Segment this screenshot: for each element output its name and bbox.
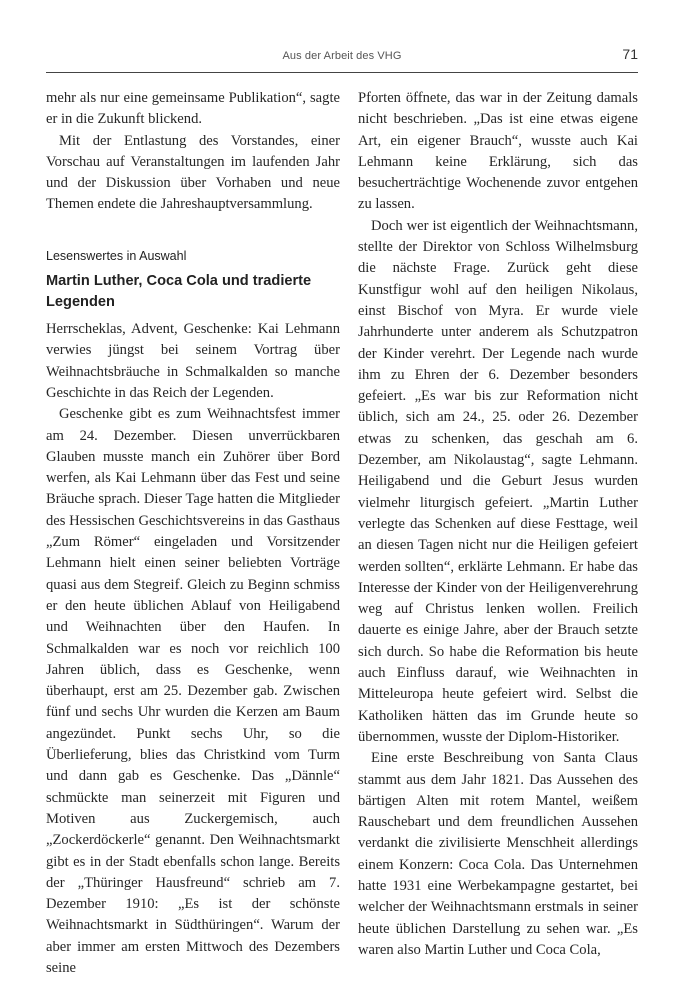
paragraph: Herrscheklas, Advent, Geschenke: Kai Lehmann verwies jüngst bei seinem Vortrag über Weihnachtsbräuche in Schmalkalden so manche Geschichte in das Reich der Legenden. bbox=[46, 321, 340, 401]
paragraph: Eine erste Beschreibung von Santa Claus stammt aus dem Jahr 1821. Das Aussehen des bärtigen Alten mit rotem Mantel, weißem Rauschebart und dem freundlichen Aussehen verdankt die zivilisierte Menschheit allerdings einem Konzern: Coca Cola. Das Unternehmen hatte 1931 eine Werbekampagne gestartet, bei welcher der Weihnachtsmann erstmals in seiner heute üblichen Darstellung zu sehen war. „Es waren also Martin Luther und Coca Cola, bbox=[358, 750, 638, 958]
paragraph: Geschenke gibt es zum Weihnachtsfest immer am 24. Dezember. Diesen unverrückbaren Glauben musste manch ein Zuhörer über Bord werfen, als Kai Lehmann über das Fest und seine Bräuche sprach. Dieser Tage hatten die Mitglieder des Hessischen Geschichtsvereins in das Gasthaus „Zum Römer“ eingeladen und Vorsitzender Lehmann hielt einen seiner beliebten Vorträge quasi aus dem Stegreif. Gleich zu Beginn schmiss er den heute üblichen Ablauf von Heiligabend und Weihnachten über den Haufen. In Schmalkalden war es noch vor reichlich 100 Jahren üblich, dass es Geschenke, wenn überhaupt, erst am 25. Dezember gab. Zwischen fünf und sechs Uhr wurden die Kerzen am Baum angezündet. Punkt sechs Uhr, so die Überlieferung, blies das Christkind vom Turm und dann gab es Geschenke. Das „Dännle“ schmückte man seinerzeit mit Figuren und Motiven aus Zuckergemisch, auch „Zockerdöckerle“ genannt. Den Weihnachtsmarkt gibt es in der Stadt ebenfalls schon lange. Bereits der „Thüringer Hausfreund“ schrieb am 7. Dezember 1910: „Es ist der schönste Weihnachtsmarkt in Südthüringen“. Warum der aber immer am ersten Mittwoch des Dezembers seine bbox=[46, 406, 340, 976]
section-kicker: Lesenswertes in Auswahl bbox=[46, 248, 187, 263]
left-column bbox=[46, 88, 340, 979]
article-headline: Martin Luther, Coca Cola und tradierte Legenden bbox=[46, 273, 312, 311]
running-title: Aus der Arbeit des VHG bbox=[282, 50, 402, 62]
paragraph: mehr als nur eine gemeinsame Publikation“, sagte er in die Zukunft blickend. bbox=[46, 90, 340, 128]
paragraph: Pforten öffnete, das war in der Zeitung damals nicht beschrieben. „Das ist eine etwas eigene Art, ein eigener Brauch“, wusste auch Kai Lehmann keine Erklärung, sich das besucherträchtige Wochenende zuvor entgehen zu lassen. bbox=[358, 90, 638, 213]
page-number: 71 bbox=[622, 46, 638, 62]
paragraph: Mit der Entlastung des Vorstandes, einer Vorschau auf Veranstaltungen im laufenden Jahr und der Diskussion über Vorhaben und neue Themen endete die Jahreshauptversammlung. bbox=[46, 132, 340, 213]
running-header bbox=[46, 44, 638, 73]
paragraph: Doch wer ist eigentlich der Weihnachtsmann, stellte der Direktor von Schloss Wilhelmsburg die nächste Frage. Zurück geht diese Kunstfigur wohl auf den heiligen Nikolaus, einst Bischof von Myra. Er wurde viele Jahrhunderte unter anderem als Schutzpatron der Kinder verehrt. Der Legende nach wurde ihm zu Ehren der 6. Dezember besonders gefeiert. „Es war bis zur Reformation nicht üblich, sich am 24., 25. oder 26. Dezember etwas zu schenken, das geschah am 6. Dezember, am Nikolaustag“, sagte Lehmann. Heiligabend und die Geburt Jesus wurden vielmehr liturgisch gefeiert. „Martin Luther verlegte das Schenken auf diese Festtage, weil an diesen Tagen nicht nur die Heiligen gefeiert werden sollten“, erklärte Lehmann. Er habe das Interesse der Kinder von der Heiligenverehrung weg auf Christus lenken wollen. Freilich dauerte es einige Jahre, aber der Brauch setzte sich durch. So habe die Reformation bis heute auch Einfluss darauf, wie Weihnachten in Mitteleuropa heute gefeiert wird. Selbst die Katholiken hätten das im Grunde heute so übernommen, wusste der Diplom-Historiker. bbox=[358, 217, 638, 745]
right-column bbox=[358, 88, 638, 961]
